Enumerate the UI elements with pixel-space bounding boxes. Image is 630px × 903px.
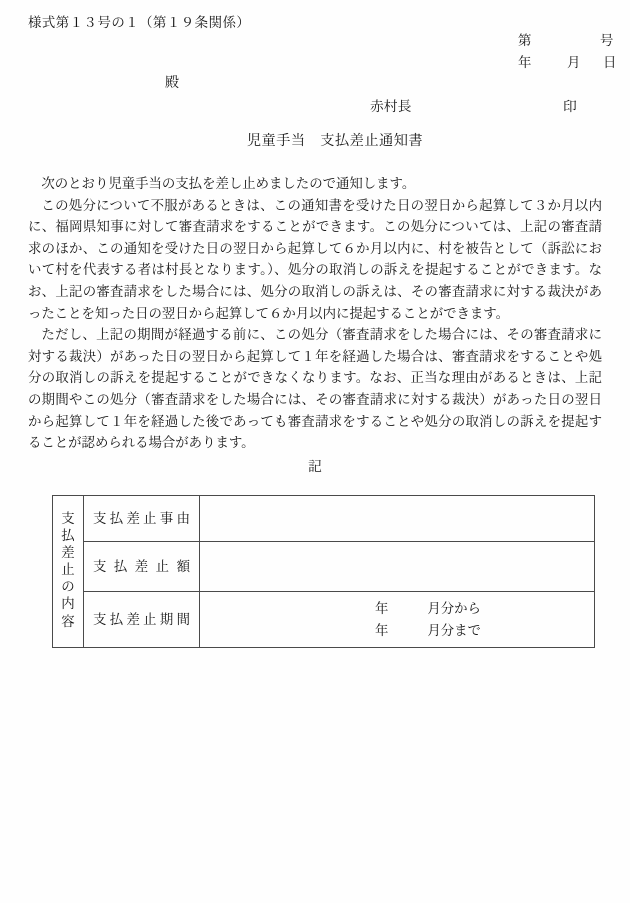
period-from-month-label: 月分から	[427, 601, 481, 616]
row-label-suspension-reason: 支 払 差 止 事 由	[84, 496, 200, 542]
suspension-period-value	[200, 592, 594, 647]
period-to-year-label: 年	[375, 622, 389, 638]
addressee-honorific: 殿	[165, 76, 179, 91]
paragraph-appeal-rights: この処分について不服があるときは、この通知書を受けた日の翌日から起算して３か月以内に、福岡県知事に対して審査請求をすることができます。この処分については、上記の審査請求のほか、この通知を受けた日の翌日から起算して６か月以内に、村を被告として（訴訟において村を代表する者は村長となります。）、処分の取消しの訴えを提起することができます。なお、上記の審査請求をした場合には、処分の取消しの訴えは、その審査請求に対する裁決があったことを知った日の翌日から起算して６か月以内に提起することができます。	[28, 197, 602, 321]
sender-name: 赤村長	[370, 99, 412, 114]
date-day-label: 日	[603, 55, 617, 70]
body-text	[28, 173, 602, 454]
period-to-month-label: 月分まで	[427, 622, 481, 638]
suspension-details-table	[52, 495, 595, 648]
doc-number-suffix: 号	[600, 33, 614, 48]
date-month-label: 月	[567, 55, 581, 70]
table-group-header-vertical: 支 払 差 止 の 内 容	[53, 496, 84, 647]
suspension-reason-value	[200, 496, 594, 542]
record-marker: 記	[308, 459, 322, 474]
period-from-year-label: 年	[375, 601, 389, 616]
paragraph-notice: 次のとおり児童手当の支払を差し止めましたので通知します。	[41, 176, 416, 191]
form-number: 様式第１３号の１（第１９条関係）	[28, 15, 251, 30]
period-to-line	[375, 620, 594, 642]
suspension-amount-value	[200, 542, 594, 592]
row-label-suspension-period: 支 払 差 止 期 間	[84, 592, 200, 647]
row-label-suspension-amount: 支 払 差 止 額	[84, 542, 200, 592]
date-year-label: 年	[518, 55, 532, 70]
seal-mark: 印	[563, 99, 577, 114]
document-title: 児童手当 支払差止通知書	[246, 133, 424, 149]
period-from-line	[375, 598, 594, 620]
doc-number-prefix: 第	[518, 33, 532, 48]
paragraph-appeal-deadline: ただし、上記の期間が経過する前に、この処分（審査請求をした場合には、その審査請求に対する裁決）があった日の翌日から起算して１年を経過した場合は、審査請求をすることや処分の取消しの訴えを提起することができなくなります。なお、正当な理由があるときは、上記の期間やこの処分（審査請求をした場合には、その審査請求に対する裁決）があった日の翌日から起算して１年を経過した後であっても審査請求をすることや処分の取消しの訴えを提起することが認められる場合があります。	[28, 327, 602, 451]
